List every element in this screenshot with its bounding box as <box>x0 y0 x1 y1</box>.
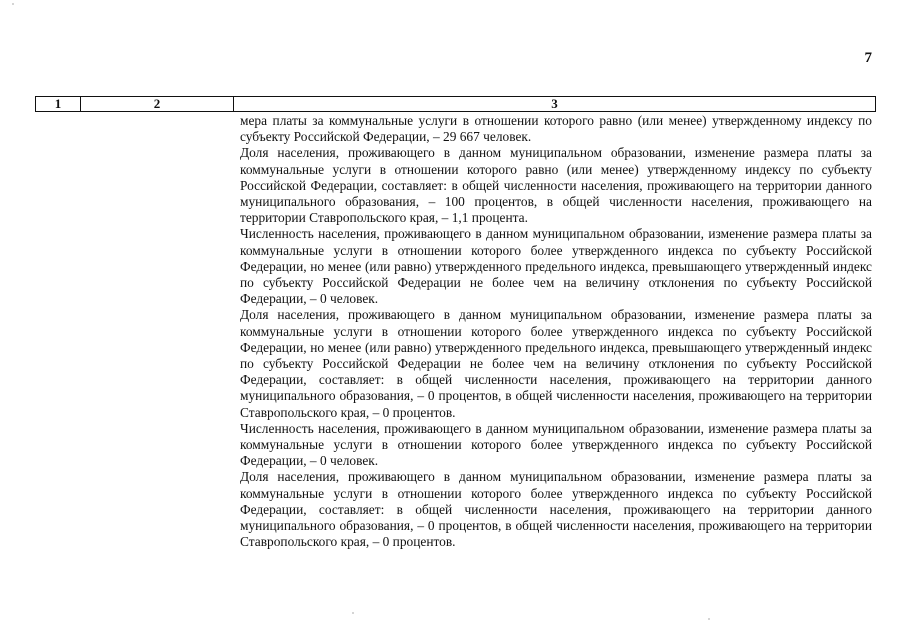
column-header-2: 2 <box>81 97 234 111</box>
paragraph-population-share-equal: Доля населения, проживающего в данном муниципальном образовании, изменение размера платы за коммунальные услуги в отношении которого равно (или менее) утвержденному индексу по субъекту Российской Федерации, составляет: в общей численности населения, проживающего на территории данного муниципального образования, – 100 процентов, в общей численности населения, проживающего на территории Ставропольского края, – 1,1 процента. <box>240 145 872 226</box>
column-header-3: 3 <box>551 96 558 111</box>
paragraph-population-count-equal: мера платы за коммунальные услуги в отношении которого равно (или менее) утвержденному индексу по субъекту Российской Федерации, – 29 667 человек. <box>240 113 872 145</box>
column-3-body-text <box>240 113 872 550</box>
scan-speck <box>12 3 14 5</box>
paragraph-population-count-above: Численность населения, проживающего в данном муниципальном образовании, изменение размера платы за коммунальные услуги в отношении которого более утвержденного индекса по субъекту Российской Федерации, – 0 человек. <box>240 420 872 469</box>
table-column-header-row <box>35 96 876 112</box>
paragraph-population-share-within-limit: Доля населения, проживающего в данном муниципальном образовании, изменение размера платы за коммунальные услуги в отношении которого более утвержденного индекса по субъекту Российской Федерации, но менее (или равно) утвержденного предельного индекса, превышающего утвержденный индекс по субъекту Российской Федерации не более чем на величину отклонения по субъекту Российской Федерации, составляет: в общей численности населения, проживающего на территории данного муниципального образования, – 0 процентов, в общей численности населения, проживающего на территории Ставропольского края, – 0 процентов. <box>240 307 872 420</box>
paragraph-population-count-within-limit: Численность населения, проживающего в данном муниципальном образовании, изменение размера платы за коммунальные услуги в отношении которого более утвержденного индекса по субъекту Российской Федерации, но менее (или равно) утвержденного предельного индекса, превышающего утвержденный индекс по субъекту Российской Федерации не более чем на величину отклонения по субъекту Российской Федерации, – 0 человек. <box>240 226 872 307</box>
scan-speck <box>352 612 354 614</box>
page-number: 7 <box>864 50 872 66</box>
paragraph-population-share-above: Доля населения, проживающего в данном муниципальном образовании, изменение размера платы за коммунальные услуги в отношении которого более утвержденного индекса по субъекту Российской Федерации, составляет: в общей численности населения, проживающего на территории данного муниципального образования, – 0 процентов, в общей численности населения, проживающего на территории Ставропольского края, – 0 процентов. <box>240 469 872 550</box>
scan-speck <box>708 618 710 620</box>
column-header-1: 1 <box>36 97 81 111</box>
